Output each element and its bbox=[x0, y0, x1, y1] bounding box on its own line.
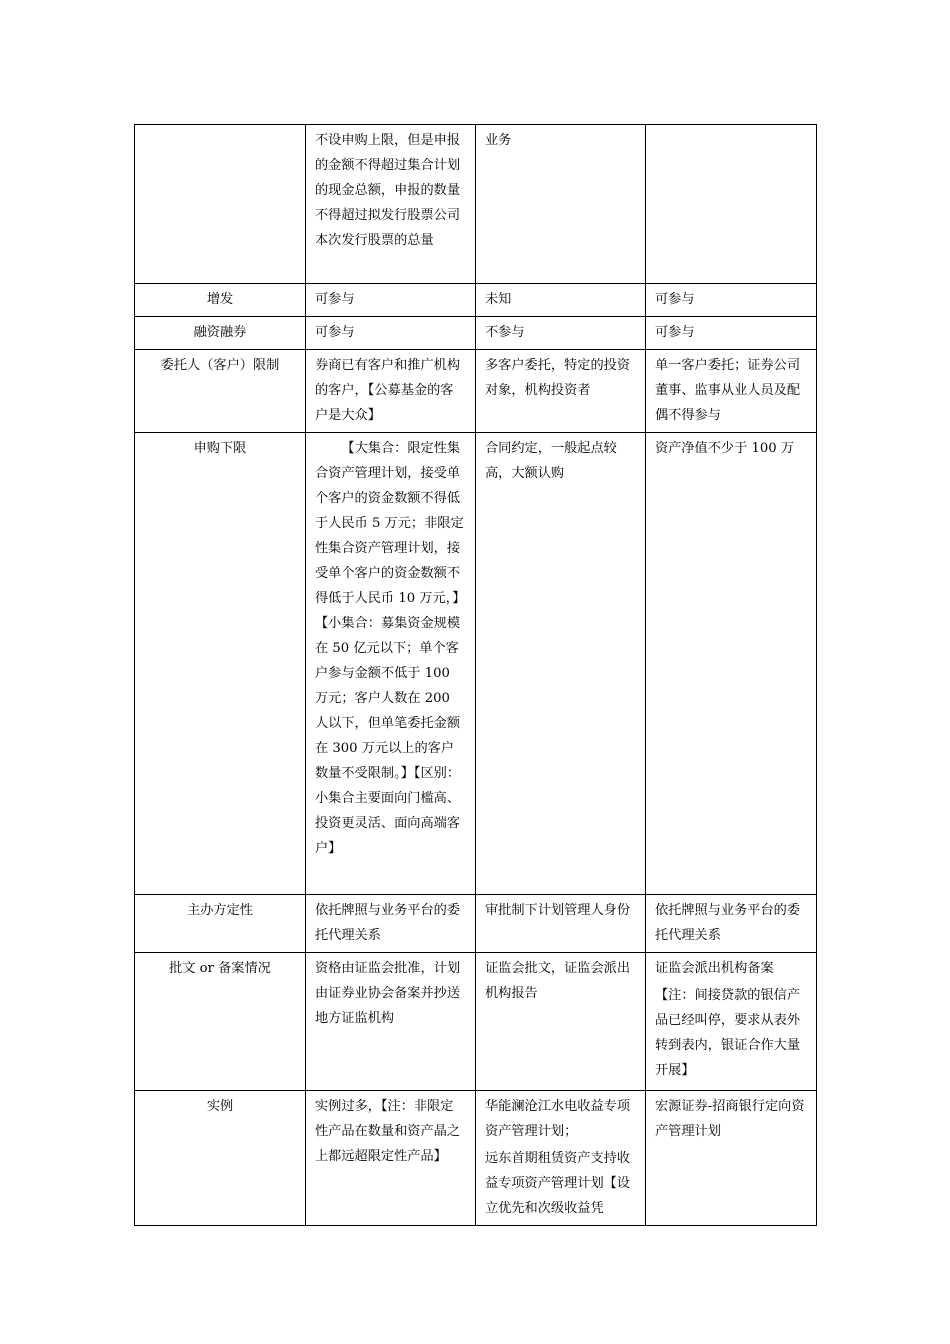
cell-text: 未知 bbox=[485, 292, 512, 307]
cell-text: 合同约定，一般起点较高，大额认购 bbox=[485, 441, 617, 481]
table-row bbox=[135, 317, 817, 350]
table-cell bbox=[306, 317, 476, 350]
cell-text: 业务 bbox=[485, 133, 512, 148]
row-label: 申购下限 bbox=[135, 433, 306, 895]
cell-text: 可参与 bbox=[655, 292, 695, 307]
table-cell bbox=[476, 1091, 646, 1226]
table-cell bbox=[476, 895, 646, 953]
table-cell bbox=[476, 284, 646, 317]
table-cell bbox=[646, 125, 817, 284]
cell-note: 【注：间接贷款的银信产品已经叫停，要求从表外转到表内，银证合作大量开展】 bbox=[655, 988, 801, 1078]
cell-text: 不设申购上限，但是申报的金额不得超过集合计划的现金总额，申报的数量不得超过拟发行股票公司本次发行股票的总量 bbox=[315, 133, 461, 248]
table-cell bbox=[476, 317, 646, 350]
cell-text: 可参与 bbox=[315, 325, 355, 340]
cell-text: 【大集合：限定性集合资产管理计划，接受单个客户的资金数额不得低于人民币 5 万元；非限定性集合资产管理计划，接受单个客户的资金数额不得低于人民币 10 万元，】【小集合：募集资金规模在 50 亿元以下；单个客户参与金额不低于 100 万元；客户人数在 200 人以下，但单笔委托金额在 300 万元以上的客户数量不受限制。】【区别：小集合主要面向门槛高、投资更灵活、面向高端客户】 bbox=[315, 441, 466, 856]
cell-text: 不参与 bbox=[485, 325, 525, 340]
table-row bbox=[135, 284, 817, 317]
row-label bbox=[135, 125, 306, 284]
cell-text: 宏源证券-招商银行定向资产管理计划 bbox=[655, 1099, 805, 1139]
table-row bbox=[135, 125, 817, 284]
cell-text: 单一客户委托；证券公司董事、监事从业人员及配偶不得参与 bbox=[655, 358, 801, 423]
table-cell bbox=[306, 125, 476, 284]
cell-text: 依托牌照与业务平台的委托代理关系 bbox=[655, 903, 801, 943]
table-cell bbox=[646, 895, 817, 953]
table-row bbox=[135, 1091, 817, 1226]
table-cell bbox=[646, 284, 817, 317]
row-label: 增发 bbox=[135, 284, 306, 317]
table-row bbox=[135, 953, 817, 1091]
cell-text: 多客户委托，特定的投资对象，机构投资者 bbox=[485, 358, 631, 398]
table-cell bbox=[306, 953, 476, 1091]
table-cell bbox=[646, 350, 817, 433]
cell-text: 资产净值不少于 100 万 bbox=[655, 441, 795, 456]
cell-text: 实例过多，【注：非限定性产品在数量和资产晶之上都远超限定性产品】 bbox=[315, 1099, 461, 1164]
cell-text: 可参与 bbox=[315, 292, 355, 307]
table-cell bbox=[476, 433, 646, 895]
table-cell bbox=[646, 433, 817, 895]
cell-text: 可参与 bbox=[655, 325, 695, 340]
table-cell bbox=[646, 953, 817, 1091]
table-cell bbox=[306, 895, 476, 953]
table-cell bbox=[306, 1091, 476, 1226]
row-label: 实例 bbox=[135, 1091, 306, 1226]
table-cell bbox=[306, 433, 476, 895]
cell-text: 证监会批文，证监会派出机构报告 bbox=[485, 961, 631, 1001]
cell-text: 资格由证监会批准，计划由证券业协会备案并抄送地方证监机构 bbox=[315, 961, 461, 1026]
table-cell bbox=[646, 317, 817, 350]
cell-text: 远东首期租赁资产支持收益专项资产管理计划【设立优先和次级收益凭 bbox=[485, 1151, 631, 1216]
cell-text: 证监会派出机构备案 bbox=[655, 961, 774, 976]
cell-text: 券商已有客户和推广机构的客户，【公募基金的客户是大众】 bbox=[315, 358, 461, 423]
cell-text: 依托牌照与业务平台的委托代理关系 bbox=[315, 903, 461, 943]
table-cell bbox=[646, 1091, 817, 1226]
table-cell bbox=[306, 284, 476, 317]
row-label: 批文 or 备案情况 bbox=[135, 953, 306, 1091]
row-label: 委托人（客户）限制 bbox=[135, 350, 306, 433]
table-row bbox=[135, 350, 817, 433]
table-cell bbox=[476, 350, 646, 433]
table-cell bbox=[306, 350, 476, 433]
row-label: 主办方定性 bbox=[135, 895, 306, 953]
table-cell bbox=[476, 125, 646, 284]
table-row bbox=[135, 433, 817, 895]
row-label: 融资融券 bbox=[135, 317, 306, 350]
cell-text: 审批制下计划管理人身份 bbox=[485, 903, 631, 918]
comparison-table bbox=[134, 124, 817, 1226]
table-cell bbox=[476, 953, 646, 1091]
cell-text: 华能澜沧江水电收益专项资产管理计划； bbox=[485, 1099, 631, 1139]
table-row bbox=[135, 895, 817, 953]
